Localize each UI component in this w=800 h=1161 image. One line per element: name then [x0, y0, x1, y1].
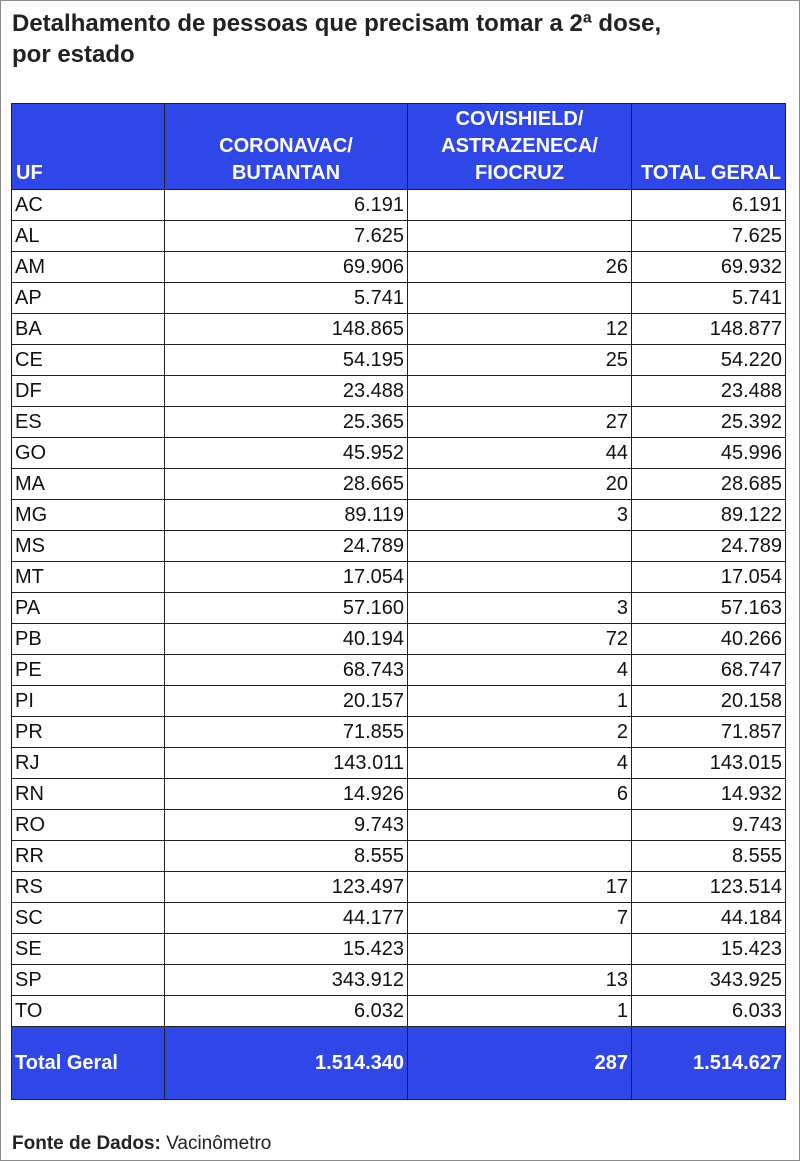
cell-uf: PB: [12, 624, 165, 655]
cell-uf: AM: [12, 252, 165, 283]
cell-covishield: 12: [408, 314, 632, 345]
cell-coronavac: 148.865: [165, 314, 408, 345]
cell-total-geral: 8.555: [632, 841, 786, 872]
table-row: [12, 562, 786, 593]
cell-total-geral: 14.932: [632, 779, 786, 810]
source-value: Vacinômetro: [166, 1133, 272, 1154]
table-row: [12, 934, 786, 965]
cell-coronavac: 143.011: [165, 748, 408, 779]
source-label: Fonte de Dados:: [12, 1133, 161, 1154]
cell-coronavac: 20.157: [165, 686, 408, 717]
cell-uf: AL: [12, 221, 165, 252]
cell-covishield: [408, 810, 632, 841]
cell-uf: PI: [12, 686, 165, 717]
cell-total-geral: 15.423: [632, 934, 786, 965]
table-row: [12, 965, 786, 996]
cell-uf: SP: [12, 965, 165, 996]
cell-coronavac: 68.743: [165, 655, 408, 686]
cell-coronavac: 54.195: [165, 345, 408, 376]
cell-covishield: 4: [408, 748, 632, 779]
cell-uf: SC: [12, 903, 165, 934]
cell-total-geral: 6.033: [632, 996, 786, 1027]
table-row: [12, 903, 786, 934]
cell-total-geral: 68.747: [632, 655, 786, 686]
table-row: [12, 221, 786, 252]
cell-coronavac: 123.497: [165, 872, 408, 903]
cell-total-geral: 24.789: [632, 531, 786, 562]
cell-coronavac: 25.365: [165, 407, 408, 438]
cell-covishield: [408, 531, 632, 562]
cell-covishield: [408, 376, 632, 407]
table-header-row: [12, 104, 786, 190]
total-label: Total Geral: [12, 1027, 165, 1100]
cell-covishield: 7: [408, 903, 632, 934]
header-total-geral: TOTAL GERAL: [632, 104, 786, 190]
cell-coronavac: 45.952: [165, 438, 408, 469]
cell-covishield: 6: [408, 779, 632, 810]
cell-coronavac: 44.177: [165, 903, 408, 934]
cell-uf: SE: [12, 934, 165, 965]
cell-total-geral: 40.266: [632, 624, 786, 655]
cell-total-geral: 7.625: [632, 221, 786, 252]
cell-uf: GO: [12, 438, 165, 469]
table-row: [12, 655, 786, 686]
cell-total-geral: 28.685: [632, 469, 786, 500]
total-coronavac: 1.514.340: [165, 1027, 408, 1100]
page-title: Detalhamento de pessoas que precisam tomar a 2ª dose, por estado: [12, 10, 662, 68]
cell-covishield: [408, 841, 632, 872]
table-row: [12, 283, 786, 314]
cell-coronavac: 15.423: [165, 934, 408, 965]
cell-total-geral: 71.857: [632, 717, 786, 748]
cell-uf: AC: [12, 190, 165, 221]
cell-covishield: [408, 221, 632, 252]
cell-coronavac: 17.054: [165, 562, 408, 593]
table-row: [12, 531, 786, 562]
cell-uf: RN: [12, 779, 165, 810]
cell-uf: MT: [12, 562, 165, 593]
cell-coronavac: 7.625: [165, 221, 408, 252]
table-row: [12, 190, 786, 221]
cell-uf: MA: [12, 469, 165, 500]
table-row: [12, 996, 786, 1027]
cell-covishield: [408, 283, 632, 314]
cell-covishield: [408, 562, 632, 593]
table-row: [12, 469, 786, 500]
cell-total-geral: 54.220: [632, 345, 786, 376]
cell-covishield: 1: [408, 996, 632, 1027]
cell-coronavac: 28.665: [165, 469, 408, 500]
cell-total-geral: 123.514: [632, 872, 786, 903]
cell-total-geral: 20.158: [632, 686, 786, 717]
cell-coronavac: 71.855: [165, 717, 408, 748]
table-row: [12, 438, 786, 469]
cell-total-geral: 343.925: [632, 965, 786, 996]
cell-coronavac: 8.555: [165, 841, 408, 872]
cell-total-geral: 45.996: [632, 438, 786, 469]
cell-covishield: 13: [408, 965, 632, 996]
cell-covishield: 1: [408, 686, 632, 717]
cell-covishield: 3: [408, 593, 632, 624]
table-row: [12, 779, 786, 810]
cell-covishield: 26: [408, 252, 632, 283]
cell-total-geral: 17.054: [632, 562, 786, 593]
cell-uf: AP: [12, 283, 165, 314]
cell-coronavac: 6.191: [165, 190, 408, 221]
table-row: [12, 686, 786, 717]
cell-covishield: 72: [408, 624, 632, 655]
cell-coronavac: 40.194: [165, 624, 408, 655]
cell-uf: PE: [12, 655, 165, 686]
table-row: [12, 500, 786, 531]
table-row: [12, 252, 786, 283]
cell-total-geral: 148.877: [632, 314, 786, 345]
cell-covishield: 44: [408, 438, 632, 469]
cell-uf: TO: [12, 996, 165, 1027]
data-source: [12, 1133, 271, 1155]
cell-total-geral: 44.184: [632, 903, 786, 934]
cell-uf: DF: [12, 376, 165, 407]
cell-uf: RR: [12, 841, 165, 872]
cell-uf: MS: [12, 531, 165, 562]
table-row: [12, 345, 786, 376]
cell-total-geral: 89.122: [632, 500, 786, 531]
dose-table: [11, 103, 786, 1100]
cell-coronavac: 23.488: [165, 376, 408, 407]
cell-coronavac: 343.912: [165, 965, 408, 996]
table-row: [12, 624, 786, 655]
cell-uf: BA: [12, 314, 165, 345]
table-row: [12, 593, 786, 624]
cell-covishield: 4: [408, 655, 632, 686]
table-row: [12, 376, 786, 407]
cell-coronavac: 69.906: [165, 252, 408, 283]
cell-total-geral: 69.932: [632, 252, 786, 283]
table-row: [12, 717, 786, 748]
cell-uf: MG: [12, 500, 165, 531]
cell-covishield: 27: [408, 407, 632, 438]
cell-uf: CE: [12, 345, 165, 376]
cell-total-geral: 143.015: [632, 748, 786, 779]
cell-coronavac: 57.160: [165, 593, 408, 624]
cell-total-geral: 5.741: [632, 283, 786, 314]
cell-coronavac: 5.741: [165, 283, 408, 314]
table-row: [12, 314, 786, 345]
cell-coronavac: 14.926: [165, 779, 408, 810]
cell-total-geral: 25.392: [632, 407, 786, 438]
header-covishield: COVISHIELD/ ASTRAZENECA/ FIOCRUZ: [408, 104, 632, 190]
cell-covishield: 2: [408, 717, 632, 748]
cell-covishield: [408, 190, 632, 221]
cell-uf: RO: [12, 810, 165, 841]
cell-covishield: 17: [408, 872, 632, 903]
cell-uf: PR: [12, 717, 165, 748]
table-row: [12, 407, 786, 438]
table-body: [12, 190, 786, 1027]
cell-uf: PA: [12, 593, 165, 624]
table-row: [12, 841, 786, 872]
cell-total-geral: 9.743: [632, 810, 786, 841]
cell-covishield: [408, 934, 632, 965]
total-geral: 1.514.627: [632, 1027, 786, 1100]
cell-covishield: 20: [408, 469, 632, 500]
cell-uf: ES: [12, 407, 165, 438]
cell-coronavac: 6.032: [165, 996, 408, 1027]
total-row: [12, 1027, 786, 1100]
table-row: [12, 872, 786, 903]
table-row: [12, 748, 786, 779]
cell-covishield: 3: [408, 500, 632, 531]
cell-coronavac: 89.119: [165, 500, 408, 531]
cell-uf: RJ: [12, 748, 165, 779]
cell-total-geral: 57.163: [632, 593, 786, 624]
table-row: [12, 810, 786, 841]
cell-coronavac: 9.743: [165, 810, 408, 841]
cell-uf: RS: [12, 872, 165, 903]
header-uf: UF: [12, 104, 165, 190]
cell-total-geral: 23.488: [632, 376, 786, 407]
cell-coronavac: 24.789: [165, 531, 408, 562]
cell-covishield: 25: [408, 345, 632, 376]
header-coronavac: CORONAVAC/ BUTANTAN: [165, 104, 408, 190]
cell-total-geral: 6.191: [632, 190, 786, 221]
total-covishield: 287: [408, 1027, 632, 1100]
